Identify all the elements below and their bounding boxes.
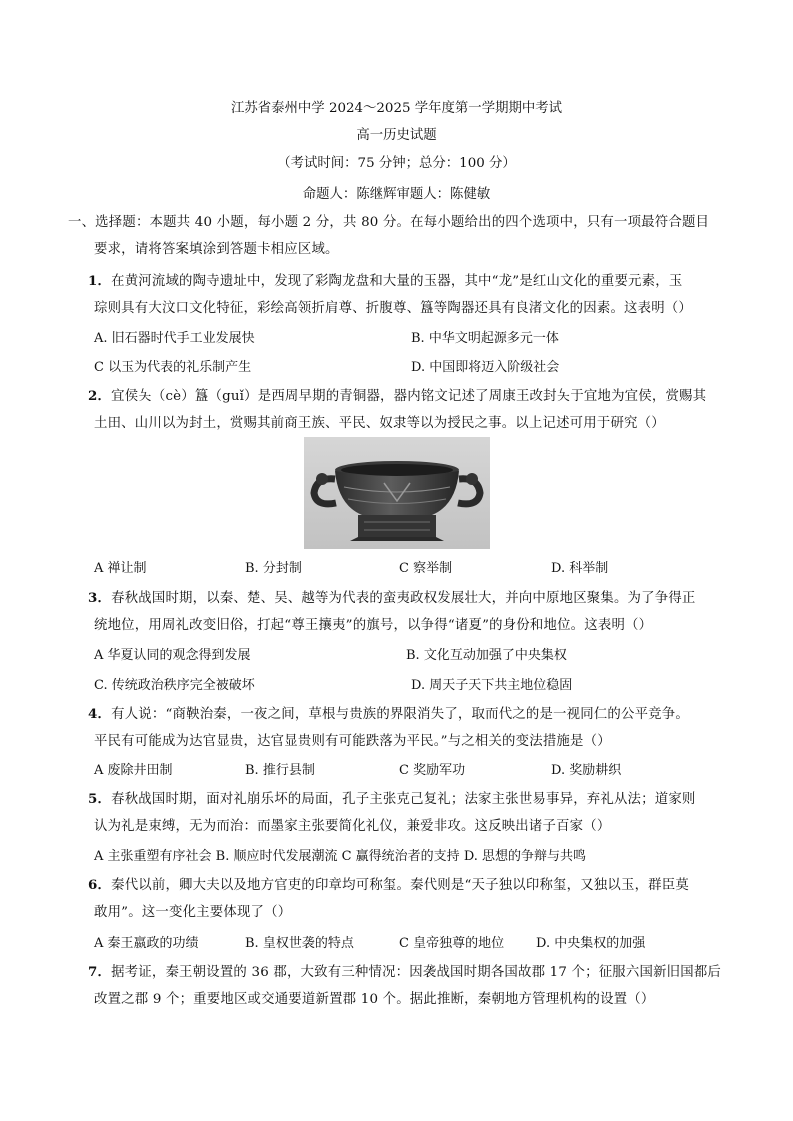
- question-7-text: 据考证，秦王朝设置的 36 郡，大致有三种情况：因袭战国时期各国故郡 17 个；征服六国新旧国都后: [111, 965, 722, 980]
- question-7-line1: [88, 961, 721, 980]
- question-4-text: 有人说：“商鞅治秦，一夜之间，草根与贵族的界限消失了，取而代之的是一视同仁的公平竞争。: [111, 707, 689, 722]
- question-4-number: 4．: [88, 706, 112, 722]
- question-2-option-b[interactable]: B. 分封制: [245, 561, 302, 576]
- question-3-option-a[interactable]: A 华夏认同的观念得到发展: [94, 648, 251, 663]
- question-6-number: 6．: [88, 877, 112, 893]
- question-4-option-d[interactable]: D. 奖励耕织: [551, 763, 622, 778]
- question-2-option-c[interactable]: C 察举制: [399, 561, 453, 576]
- question-3-line2: 统地位，用周礼改变旧俗，打起“尊王攘夷”的旗号，以争得“诸夏”的身份和地位。这表明（）: [94, 618, 653, 633]
- question-1-line1: [88, 270, 682, 289]
- question-2-line2: 土田、山川以为封土，赏赐其前商王族、平民、奴隶等以为授民之事。以上记述可用于研究（）: [94, 416, 665, 431]
- question-1-number: 1．: [88, 273, 112, 289]
- question-7-number: 7．: [88, 964, 112, 980]
- question-4-option-c[interactable]: C 奖励军功: [399, 763, 466, 778]
- question-4-option-a[interactable]: A 废除井田制: [94, 763, 173, 778]
- question-5-options[interactable]: A 主张重塑有序社会 B. 顺应时代发展潮流 C 赢得统治者的支持 D. 思想的争辩与共鸣: [94, 849, 587, 864]
- question-5-text: 春秋战国时期，面对礼崩乐坏的局面，孔子主张克己复礼；法家主张世易事异，弃礼从法；道家则: [111, 792, 696, 807]
- question-2-number: 2．: [88, 388, 112, 404]
- question-5-line1: [88, 788, 696, 807]
- question-4-line1: [88, 703, 689, 722]
- question-3-option-c[interactable]: C. 传统政治秩序完全被破坏: [94, 678, 255, 693]
- question-1-option-b[interactable]: B. 中华文明起源多元一体: [411, 331, 559, 346]
- question-3-number: 3．: [88, 590, 112, 606]
- question-6-line2: 敢用”。这一变化主要体现了（）: [94, 905, 292, 920]
- question-2-line1: [88, 385, 706, 404]
- question-1-option-d[interactable]: D. 中国即将迈入阶级社会: [411, 360, 560, 375]
- question-6-option-b[interactable]: B. 皇权世袭的特点: [245, 936, 354, 951]
- question-3-option-d[interactable]: D. 周天子天下共主地位稳固: [411, 678, 573, 693]
- question-6-option-a[interactable]: A 秦王嬴政的功绩: [94, 936, 199, 951]
- question-3-option-b[interactable]: B. 文化互动加强了中央集权: [406, 648, 567, 663]
- exam-info: （考试时间：75 分钟；总分：100 分）: [277, 156, 516, 171]
- question-1-option-a[interactable]: A. 旧石器时代手工业发展快: [94, 331, 255, 346]
- exam-subtitle: 高一历史试题: [356, 128, 437, 143]
- question-6-option-d[interactable]: D. 中央集权的加强: [536, 936, 646, 951]
- question-5-number: 5．: [88, 791, 112, 807]
- question-4-option-b[interactable]: B. 推行县制: [245, 763, 315, 778]
- question-2-text: 宜侯夨（cè）簋（guǐ）是西周早期的青铜器，器内铭文记述了周康王改封夨于宜地为宜侯，赏赐其: [111, 389, 707, 404]
- question-2-option-d[interactable]: D. 科举制: [551, 561, 609, 576]
- question-5-line2: 认为礼是束缚，无为而治：而墨家主张要简化礼仪，兼爱非攻。这反映出诸子百家（）: [94, 819, 611, 834]
- question-1-line2: 琮则具有大汶口文化特征，彩绘高领折肩尊、折腹尊、簋等陶器还具有良渚文化的因素。这表明（）: [94, 301, 692, 316]
- bronze-gui-vessel-image: [304, 437, 490, 549]
- question-6-line1: [88, 874, 689, 893]
- question-7-line2: 改置之郡 9 个；重要地区或交通要道新置郡 10 个。据此推断，秦朝地方管理机构的设置（）: [94, 992, 655, 1007]
- section-instruction-line2: 要求，请将答案填涂到答题卡相应区域。: [94, 242, 339, 257]
- exam-title: 江苏省泰州中学 2024～2025 学年度第一学期期中考试: [230, 101, 563, 116]
- question-6-option-c[interactable]: C 皇帝独尊的地位: [399, 936, 505, 951]
- question-3-text: 春秋战国时期，以秦、楚、吴、越等为代表的蛮夷政权发展壮大，并向中原地区聚集。为了争得正: [111, 591, 696, 606]
- question-1-text: 在黄河流域的陶寺遗址中，发现了彩陶龙盘和大量的玉器，其中“龙”是红山文化的重要元素，玉: [111, 274, 683, 289]
- question-4-line2: 平民有可能成为达官显贵，达官显贵则有可能跌落为平民。”与之相关的变法措施是（）: [94, 734, 611, 749]
- exam-authors: 命题人：陈继辉审题人：陈健敏: [302, 187, 491, 202]
- question-2-option-a[interactable]: A 禅让制: [94, 561, 147, 576]
- section-instruction-line1: 一、选择题：本题共 40 小题，每小题 2 分，共 80 分。在每小题给出的四个选项中，只有一项最符合题目: [68, 215, 710, 230]
- question-3-line1: [88, 587, 696, 606]
- question-6-text: 秦代以前，卿大夫以及地方官吏的印章均可称玺。秦代则是“天子独以印称玺，又独以玉，群臣莫: [111, 878, 689, 893]
- question-1-option-c[interactable]: C 以玉为代表的礼乐制产生: [94, 360, 252, 375]
